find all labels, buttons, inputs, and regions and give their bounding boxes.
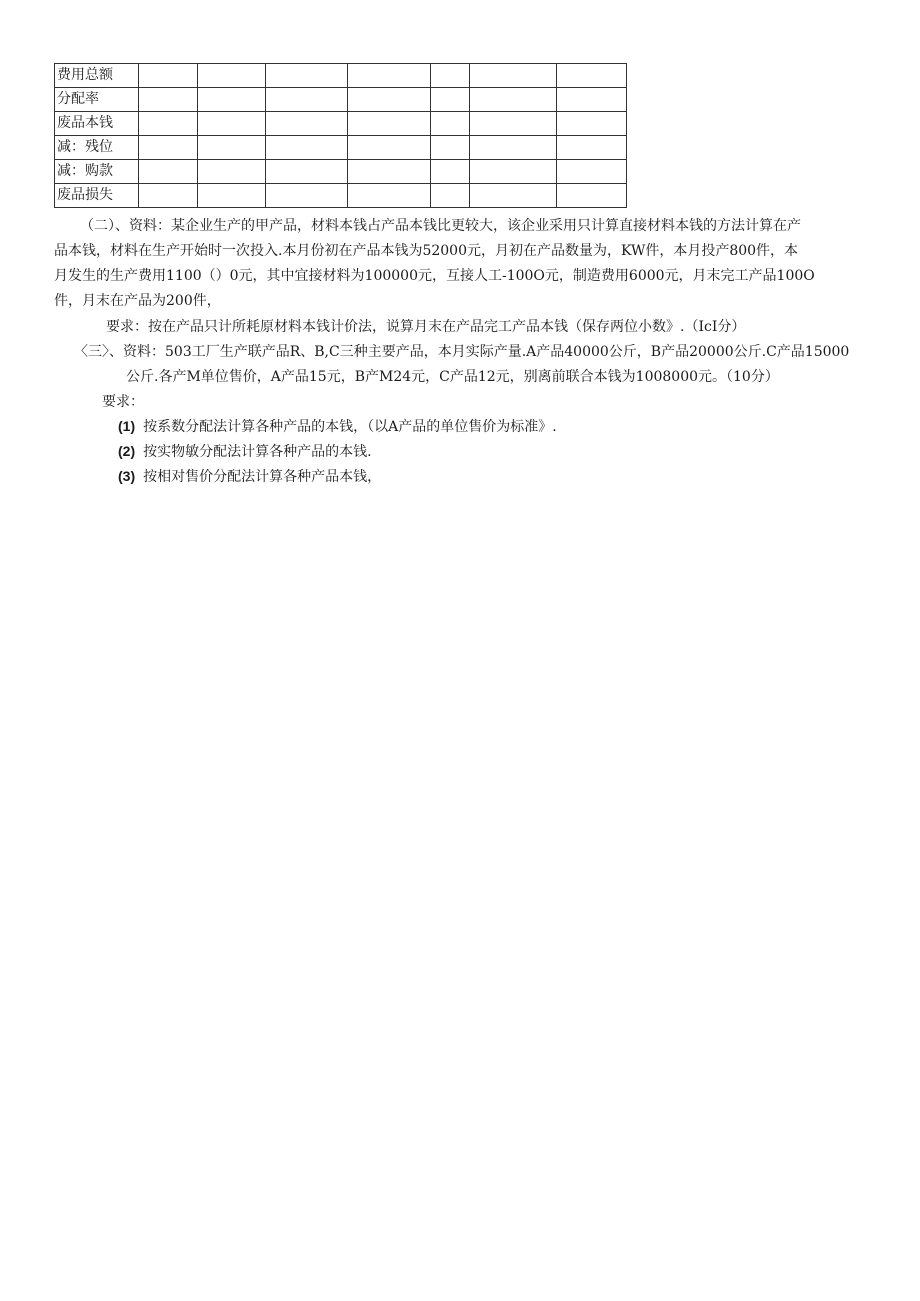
table-cell: [139, 88, 198, 112]
table-cell: [266, 160, 348, 184]
table-cell: [266, 112, 348, 136]
paragraph-line: 公斤.各产M单位售价，A产品15元，B产M24元，C产品12元，别离前联合本钱为1008000元。（10分）: [126, 369, 779, 385]
table-cell: [470, 136, 557, 160]
table-cell: [557, 88, 627, 112]
table-cell: [431, 136, 470, 160]
requirement-list: [118, 414, 557, 489]
table-row: [55, 160, 627, 184]
table-cell: [139, 184, 198, 208]
table-cell: [470, 88, 557, 112]
table-cell: [266, 64, 348, 88]
row-label: 减：残位: [55, 136, 139, 160]
item-text: 按实物敏分配法计算各种产品的本钱.: [143, 444, 372, 460]
table-cell: [348, 64, 431, 88]
table-cell: [198, 184, 266, 208]
row-label: 减：购款: [55, 160, 139, 184]
table-cell: [348, 112, 431, 136]
section-2-paragraph: [54, 214, 864, 314]
paragraph-line: 〈三〉、资料：503工厂生产联产品R、B,C三种主要产品，本月实际产量.A产品40000公斤，B产品20000公斤.C产品15000: [74, 344, 850, 360]
section-3-requirement-label: 要求：: [102, 394, 144, 410]
row-label: 废品损失: [55, 184, 139, 208]
table-cell: [348, 160, 431, 184]
paragraph-line: 品本钱，材料在生产开始时一次投入.本月份初在产品本钱为52000元，月初在产品数量为，KW件，本月投产800件，本: [54, 243, 799, 259]
table-cell: [470, 160, 557, 184]
section-2-requirement: 要求：按在产品只计所耗原材料本钱计价法，说算月末在产品完工产品本钱（保存两位小数》.（IcI分）: [106, 319, 746, 335]
table-row: [55, 184, 627, 208]
table-cell: [348, 184, 431, 208]
table-cell: [139, 136, 198, 160]
table-cell: [557, 136, 627, 160]
row-label: 分配率: [55, 88, 139, 112]
table-cell: [198, 160, 266, 184]
table-cell: [139, 112, 198, 136]
table-row: [55, 64, 627, 88]
table-cell: [557, 184, 627, 208]
table-row: [55, 136, 627, 160]
item-text: 按系数分配法计算各种产品的本钱，（以A产品的单位售价为标准》.: [143, 419, 557, 435]
table-cell: [198, 112, 266, 136]
table-row: [55, 112, 627, 136]
table-cell: [348, 136, 431, 160]
table-cell: [198, 88, 266, 112]
table-cell: [470, 112, 557, 136]
table-cell: [139, 160, 198, 184]
paragraph-line: （二）、资料：某企业生产的甲产品，材料本钱占产品本钱比更较大，该企业采用只计算直接材料本钱的方法计算在产: [80, 218, 801, 234]
table-cell: [266, 136, 348, 160]
table-cell: [198, 64, 266, 88]
list-item: [118, 439, 557, 464]
table-cell: [431, 64, 470, 88]
table-cell: [431, 112, 470, 136]
table-cell: [470, 184, 557, 208]
table-cell: [557, 112, 627, 136]
table-cell: [470, 64, 557, 88]
item-number: (1): [118, 418, 136, 434]
table-row: [55, 88, 627, 112]
table-cell: [198, 136, 266, 160]
row-label: 废品本钱: [55, 112, 139, 136]
table-cell: [557, 64, 627, 88]
table-cell: [266, 88, 348, 112]
table-cell: [431, 88, 470, 112]
list-item: [118, 414, 557, 439]
table-cell: [139, 64, 198, 88]
section-3-paragraph: [74, 340, 849, 390]
item-text: 按相对售价分配法计算各种产品本钱，: [143, 469, 382, 485]
table-cell: [266, 184, 348, 208]
paragraph-line: 件，月末在产品为200件，: [54, 293, 221, 309]
list-item: [118, 464, 557, 489]
table-cell: [431, 184, 470, 208]
row-label: 费用总额: [55, 64, 139, 88]
paragraph-line: 月发生的生产费用1100（）0元，其中宜接材料为100000元，互接人工-100O元，制造费用6000元，月末完工产品100O: [54, 268, 815, 284]
item-number: (2): [118, 443, 136, 459]
table-cell: [348, 88, 431, 112]
item-number: (3): [118, 468, 136, 484]
table-cell: [431, 160, 470, 184]
waste-cost-table: [54, 63, 627, 208]
table-cell: [557, 160, 627, 184]
